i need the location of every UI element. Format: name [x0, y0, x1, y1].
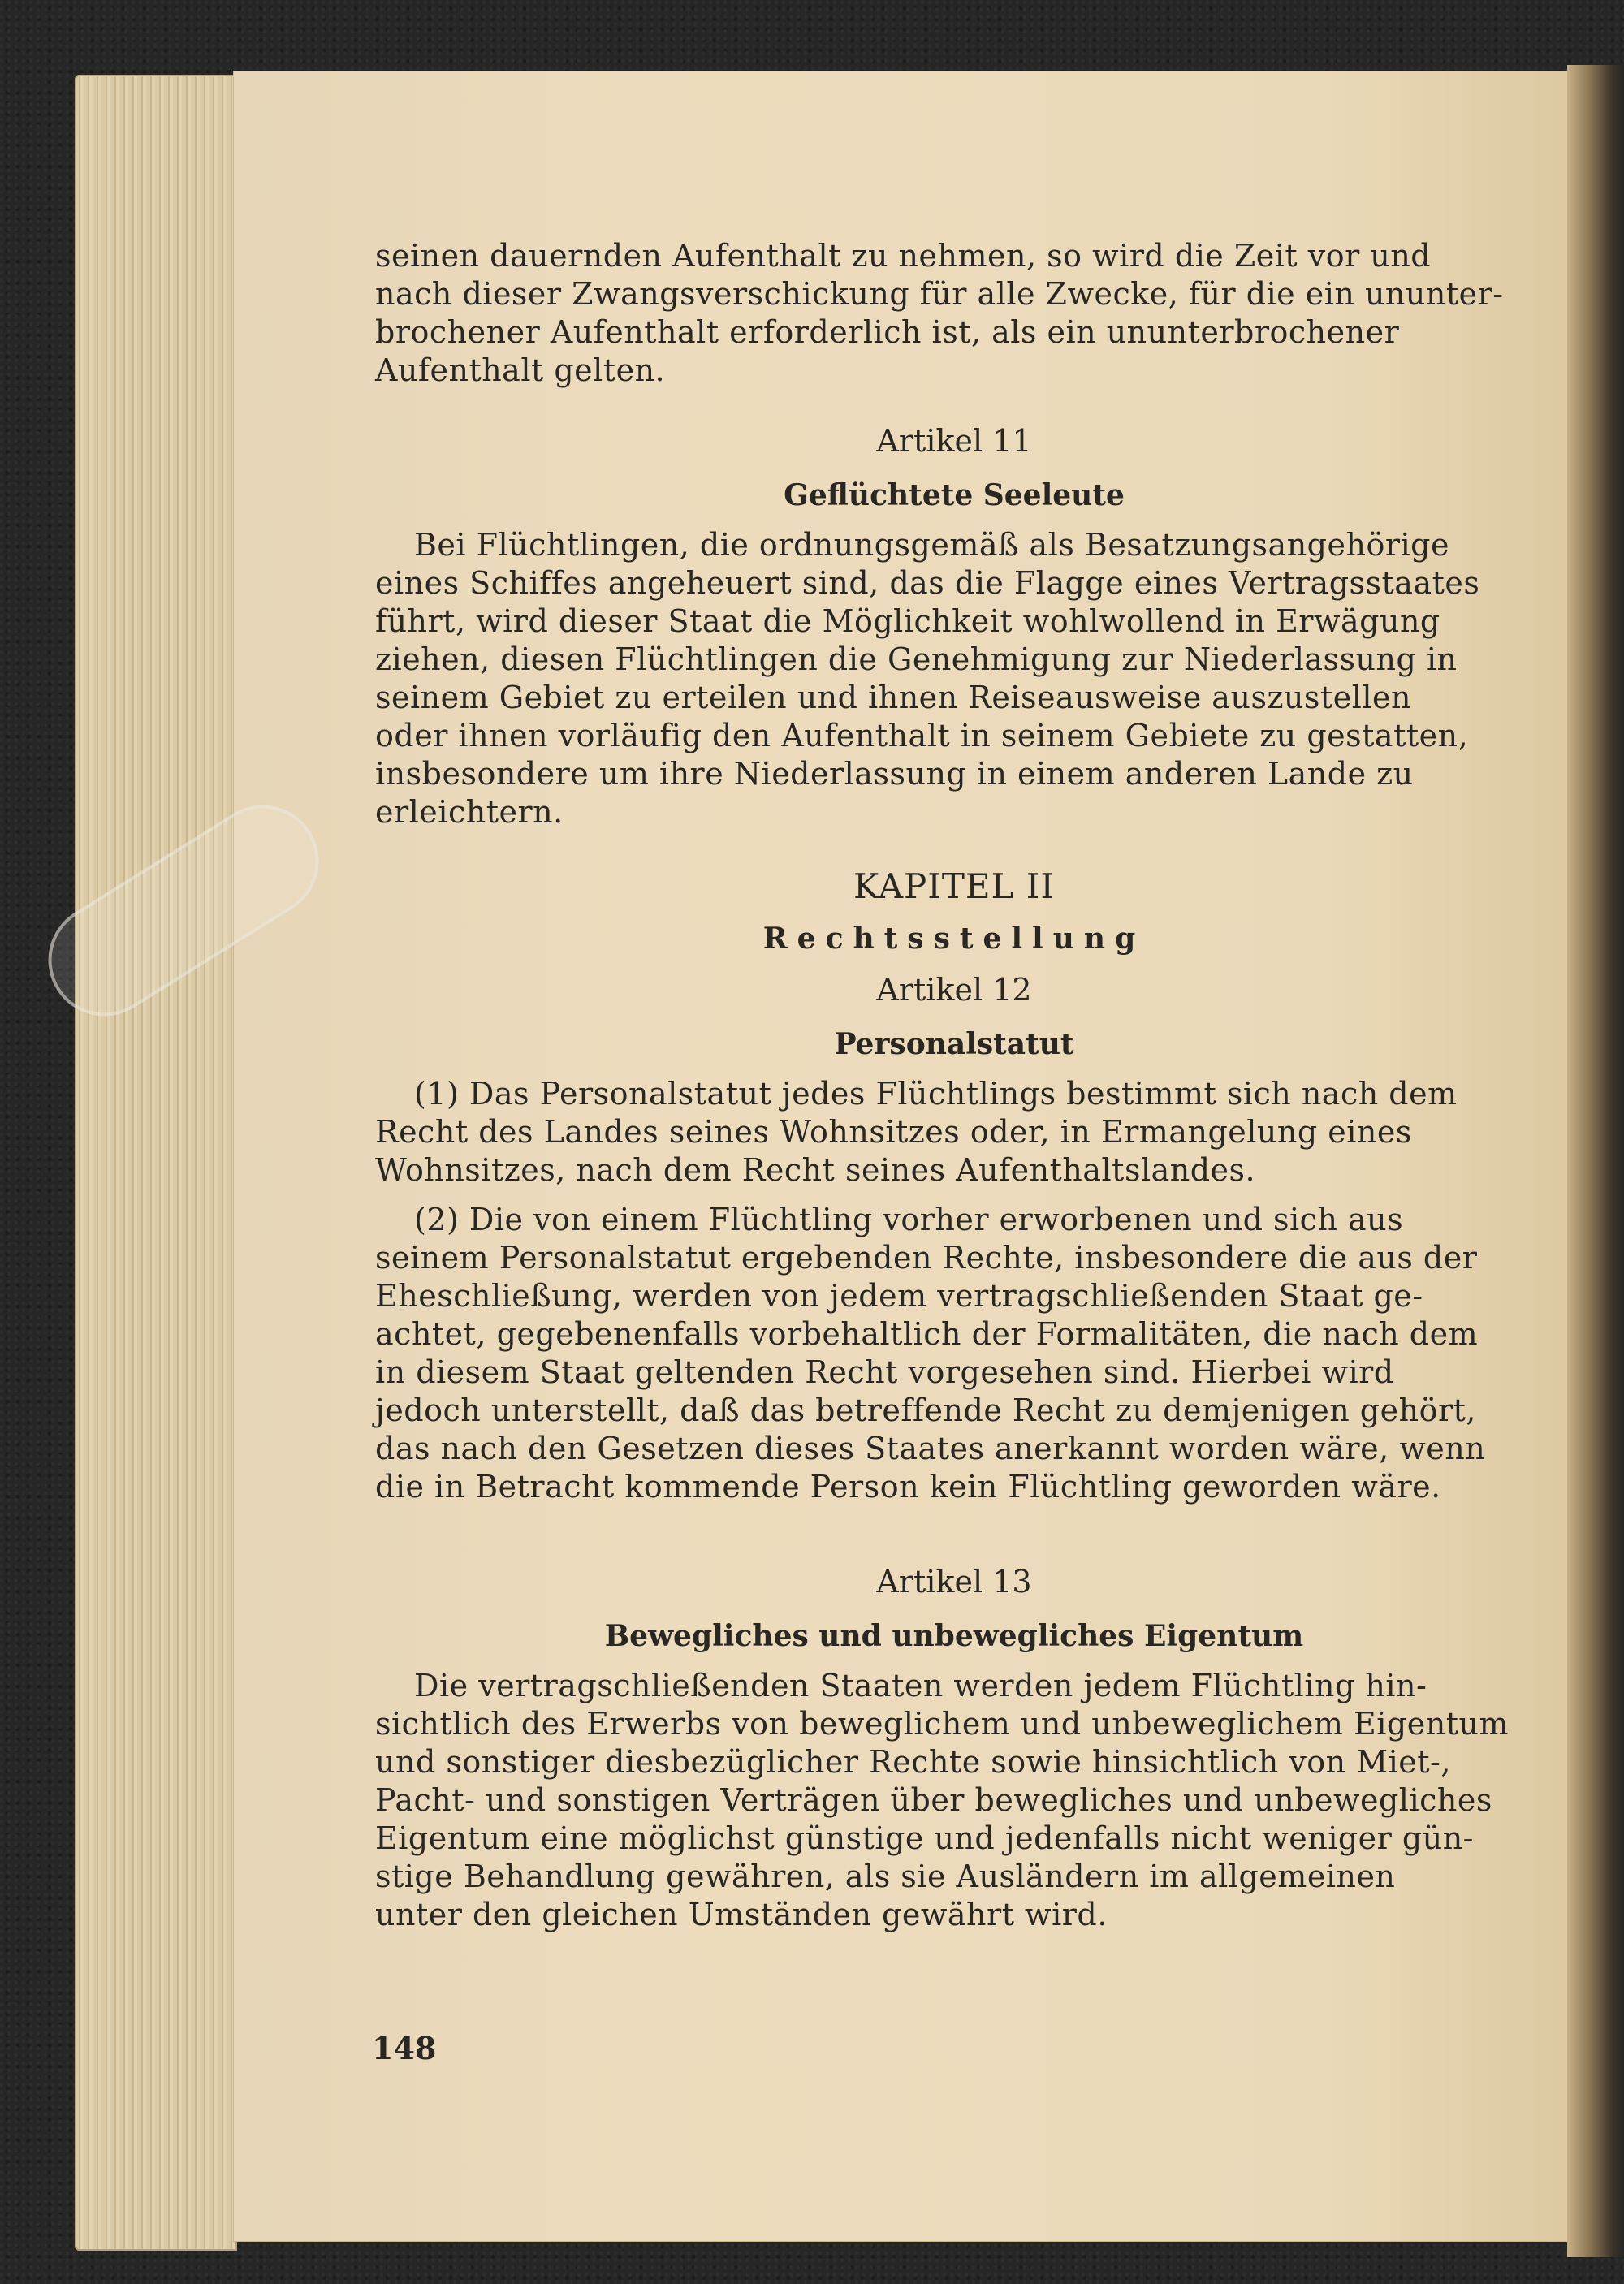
article-12-paragraph-1: [375, 1075, 1533, 1189]
text-line: seinem Gebiet zu erteilen und ihnen Reiseausweise auszustellen: [375, 680, 1411, 715]
text-line: insbesondere um ihre Niederlassung in einem anderen Lande zu: [375, 756, 1414, 792]
text-line: Aufenthalt gelten.: [375, 352, 666, 388]
text-line: Bei Flüchtlingen, die ordnungsgemäß als Besatzungsangehörige: [414, 527, 1449, 563]
article-13-paragraph: [375, 1667, 1533, 1934]
text-line: und sonstiger diesbezüglicher Rechte sowie hinsichtlich von Miet-,: [375, 1744, 1451, 1780]
text-line: seinen dauernden Aufenthalt zu nehmen, so wird die Zeit vor und: [375, 238, 1432, 274]
text-line: oder ihnen vorläufig den Aufenthalt in seinem Gebiete zu gestatten,: [375, 718, 1469, 753]
chapter-label: KAPITEL II: [853, 866, 1055, 906]
page-number: 148: [372, 2030, 437, 2066]
text-line: Eigentum eine möglichst günstige und jedenfalls nicht weniger gün-: [375, 1820, 1475, 1856]
text-line: Die vertragschließenden Staaten werden jedem Flüchtling hin-: [414, 1668, 1427, 1703]
text-line: die in Betracht kommende Person kein Flüchtling geworden wäre.: [375, 1469, 1441, 1505]
text-line: führt, wird dieser Staat die Möglichkeit wohlwollend in Erwägung: [375, 603, 1440, 639]
text-line: eines Schiffes angeheuert sind, das die Flagge eines Vertragsstaates: [375, 565, 1480, 601]
text-line: seinem Personalstatut ergebenden Rechte, insbesondere die aus der: [375, 1240, 1478, 1276]
text-line: Wohnsitzes, nach dem Recht seines Aufenthaltslandes.: [375, 1152, 1256, 1188]
article-11-label: Artikel 11: [876, 423, 1032, 459]
text-line: Pacht- und sonstigen Verträgen über bewegliches und unbewegliches: [375, 1782, 1492, 1818]
article-11-paragraph: [375, 526, 1533, 831]
text-line: brochener Aufenthalt erforderlich ist, als ein ununterbrochener: [375, 314, 1400, 350]
text-line: in diesem Staat geltenden Recht vorgesehen sind. Hierbei wird: [375, 1354, 1394, 1390]
article-12-title: Personalstatut: [834, 1027, 1074, 1061]
text-line: erleichtern.: [375, 794, 564, 830]
text-line: (2) Die von einem Flüchtling vorher erworbenen und sich aus: [414, 1202, 1404, 1237]
binding-gutter: [1567, 65, 1624, 2257]
text-line: Recht des Landes seines Wohnsitzes oder, in Ermangelung eines: [375, 1114, 1412, 1150]
text-line: Eheschließung, werden von jedem vertragschließenden Staat ge-: [375, 1278, 1423, 1314]
intro-paragraph: [375, 237, 1533, 390]
text-line: sichtlich des Erwerbs von beweglichem und unbeweglichem Eigentum: [375, 1706, 1509, 1742]
text-line: jedoch unterstellt, daß das betreffende Recht zu demjenigen gehört,: [375, 1392, 1476, 1428]
text-line: unter den gleichen Umständen gewährt wird.: [375, 1897, 1108, 1932]
article-12-paragraph-2: [375, 1201, 1533, 1506]
text-line: das nach den Gesetzen dieses Staates anerkannt worden wäre, wenn: [375, 1431, 1486, 1466]
article-12-label: Artikel 12: [876, 972, 1032, 1008]
chapter-title: Rechtsstellung: [762, 922, 1146, 956]
text-line: stige Behandlung gewähren, als sie Ausländern im allgemeinen: [375, 1859, 1396, 1894]
text-line: (1) Das Personalstatut jedes Flüchtlings bestimmt sich nach dem: [414, 1076, 1458, 1112]
article-13-label: Artikel 13: [876, 1564, 1032, 1600]
article-13-title: Bewegliches und unbewegliches Eigentum: [604, 1619, 1304, 1653]
page-content: [375, 237, 1533, 1934]
text-line: ziehen, diesen Flüchtlingen die Genehmigung zur Niederlassung in: [375, 641, 1458, 677]
text-line: achtet, gegebenenfalls vorbehaltlich der Formalitäten, die nach dem: [375, 1316, 1479, 1352]
text-line: nach dieser Zwangsverschickung für alle Zwecke, für die ein ununter-: [375, 276, 1504, 312]
page-edges: [75, 75, 237, 2251]
article-11-title: Geflüchtete Seeleute: [784, 478, 1125, 512]
